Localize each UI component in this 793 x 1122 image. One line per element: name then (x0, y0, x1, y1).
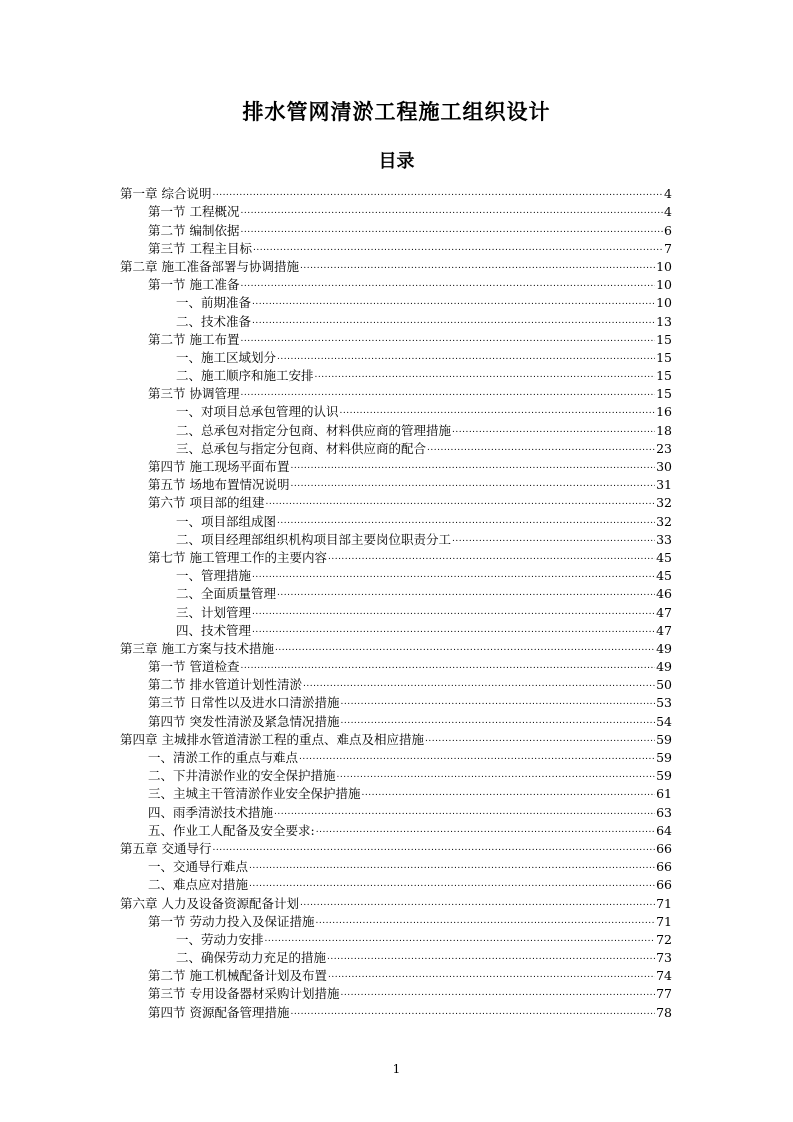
toc-entry-title: 一、清淤工作的重点与难点 (148, 750, 299, 765)
toc-dot-leader (340, 695, 655, 711)
toc-entry-page: 66 (656, 859, 672, 875)
toc-entry-page: 15 (656, 349, 672, 365)
toc-entry-title: 第三节 协调管理 (148, 386, 240, 402)
toc-entry-page: 72 (656, 931, 672, 947)
toc-dot-leader (328, 968, 655, 984)
toc-dot-leader (300, 896, 655, 912)
toc-entry[interactable] (120, 439, 672, 457)
toc-entry[interactable] (120, 639, 672, 657)
toc-entry-page: 59 (656, 750, 672, 765)
toc-entry-page: 15 (656, 386, 672, 402)
toc-dot-leader (327, 950, 655, 966)
toc-entry-page: 63 (656, 804, 672, 820)
toc-entry[interactable] (120, 239, 672, 257)
toc-entry-page: 32 (656, 513, 672, 529)
toc-entry-title: 一、劳动力安排 (176, 931, 264, 947)
toc-entry-title: 第一章 综合说明 (120, 186, 212, 202)
toc-entry-page: 64 (656, 822, 672, 838)
page-number: 1 (392, 1062, 401, 1076)
toc-entry-title: 第二节 排水管道计划性清淤 (148, 677, 302, 693)
toc-dot-leader (299, 750, 655, 766)
toc-entry-page: 53 (656, 695, 672, 711)
toc-entry-page: 7 (664, 240, 672, 256)
toc-entry-page: 66 (656, 840, 672, 856)
toc-entry[interactable] (120, 602, 672, 620)
toc-dot-leader (253, 241, 663, 257)
toc-entry-title: 第四节 施工现场平面布置 (148, 459, 290, 474)
toc-dot-leader (290, 459, 655, 475)
toc-entry-title: 第四节 突发性清淤及紧急情况措施 (148, 713, 340, 729)
toc-entry[interactable] (120, 457, 672, 475)
toc-entry[interactable] (120, 766, 672, 784)
toc-entry[interactable] (120, 784, 672, 802)
toc-entry[interactable] (120, 366, 672, 384)
toc-entry[interactable] (120, 420, 672, 438)
toc-dot-leader (240, 277, 655, 293)
toc-dot-leader (240, 332, 655, 348)
toc-entry[interactable] (120, 311, 672, 329)
toc-entry[interactable] (120, 330, 672, 348)
toc-dot-leader (277, 514, 655, 530)
toc-entry-page: 54 (656, 713, 672, 729)
toc-dot-leader (340, 714, 655, 730)
toc-entry-title: 第六节 项目部的组建 (148, 495, 265, 511)
toc-entry[interactable] (120, 1002, 672, 1020)
toc-entry[interactable] (120, 693, 672, 711)
toc-entry-page: 71 (656, 895, 672, 911)
toc-dot-leader (340, 404, 656, 420)
toc-entry-title: 二、施工顺序和施工安排 (176, 368, 314, 384)
toc-dot-leader (212, 186, 663, 202)
toc-dot-leader (452, 423, 655, 439)
toc-entry[interactable] (120, 530, 672, 548)
toc-entry-page: 6 (664, 222, 672, 238)
toc-entry[interactable] (120, 511, 672, 529)
toc-entry[interactable] (120, 493, 672, 511)
toc-entry[interactable] (120, 821, 672, 839)
toc-dot-leader (265, 495, 655, 511)
toc-entry-page: 15 (656, 331, 672, 347)
toc-entry-title: 四、雨季清淤技术措施 (148, 804, 274, 820)
toc-dot-leader (252, 314, 655, 330)
toc-entry-title: 一、对项目总承包管理的认识 (176, 404, 339, 420)
toc-entry-title: 一、前期准备 (176, 295, 252, 311)
toc-entry[interactable] (120, 293, 672, 311)
toc-dot-leader (328, 550, 655, 566)
toc-dot-leader (452, 532, 655, 548)
toc-entry-page: 46 (656, 586, 672, 602)
toc-entry-page: 18 (656, 422, 672, 438)
toc-dot-leader (316, 823, 655, 839)
toc-entry-title: 第三节 日常性以及进水口清淤措施 (148, 695, 340, 711)
toc-entry[interactable] (120, 730, 672, 748)
toc-entry-title: 二、全面质量管理 (176, 586, 277, 602)
toc-entry-page: 49 (656, 640, 672, 656)
toc-entry-title: 三、计划管理 (176, 604, 252, 620)
toc-entry[interactable] (120, 184, 672, 202)
toc-entry-title: 第一节 劳动力投入及保证措施 (148, 913, 315, 929)
toc-entry-page: 10 (656, 277, 672, 293)
toc-entry-page: 71 (656, 913, 672, 929)
toc-entry-page: 31 (656, 477, 672, 493)
toc-entry-title: 第一节 工程概况 (148, 204, 240, 220)
toc-entry[interactable] (120, 948, 672, 966)
toc-entry[interactable] (120, 711, 672, 729)
toc-entry-title: 四、技术管理 (176, 622, 252, 638)
toc-entry-title: 二、确保劳动力充足的措施 (176, 950, 327, 966)
toc-entry[interactable] (120, 621, 672, 639)
toc-entry-title: 一、施工区域划分 (176, 349, 277, 365)
toc-dot-leader (303, 677, 655, 693)
toc-entry-page: 16 (656, 404, 672, 420)
toc-entry-title: 第三节 专用设备器材采购计划措施 (148, 986, 340, 1002)
toc-entry-title: 第六章 人力及设备资源配备计划 (120, 895, 299, 911)
toc-entry-page: 73 (656, 950, 672, 966)
toc-entry[interactable] (120, 857, 672, 875)
toc-dot-leader (252, 605, 655, 621)
toc-entry-page: 59 (656, 731, 672, 747)
toc-entry-title: 第五章 交通导行 (120, 840, 212, 856)
toc-entry-page: 47 (656, 604, 672, 620)
toc-entry-title: 第二节 编制依据 (148, 222, 240, 238)
toc-dot-leader (275, 641, 655, 657)
toc-entry-page: 23 (656, 440, 672, 456)
toc-entry-title: 一、项目部组成图 (176, 513, 277, 529)
toc-entry-page: 61 (656, 786, 672, 802)
toc-heading: 目录 (378, 151, 415, 172)
toc-entry-page: 74 (656, 968, 672, 984)
toc-entry-page: 59 (656, 768, 672, 784)
toc-entry[interactable] (120, 475, 672, 493)
toc-entry-page: 4 (664, 204, 672, 220)
toc-entry[interactable] (120, 202, 672, 220)
toc-entry[interactable] (120, 930, 672, 948)
toc-entry[interactable] (120, 675, 672, 693)
toc-dot-leader (290, 477, 655, 493)
toc-dot-leader (274, 805, 655, 821)
toc-dot-leader (265, 932, 656, 948)
toc-entry[interactable] (120, 966, 672, 984)
toc-dot-leader (337, 768, 656, 784)
toc-entry[interactable] (120, 402, 672, 420)
toc-dot-leader (240, 386, 655, 402)
toc-entry[interactable] (120, 802, 672, 820)
toc-entry-page: 33 (656, 531, 672, 547)
toc-entry-title: 二、技术准备 (176, 313, 252, 329)
toc-entry-page: 32 (656, 495, 672, 511)
toc-entry[interactable] (120, 984, 672, 1002)
toc-entry[interactable] (120, 912, 672, 930)
toc-entry-page: 30 (656, 459, 672, 474)
toc-entry-page: 49 (656, 659, 672, 675)
toc-entry-title: 第二节 施工机械配备计划及布置 (148, 968, 327, 984)
toc-dot-leader (362, 786, 656, 802)
toc-entry-page: 47 (656, 622, 672, 638)
toc-entry-title: 二、总承包对指定分包商、材料供应商的管理措施 (176, 422, 452, 438)
toc-dot-leader (240, 223, 663, 239)
toc-dot-leader (315, 914, 655, 930)
toc-entry[interactable] (120, 548, 672, 566)
toc-dot-leader (300, 259, 655, 275)
toc-entry[interactable] (120, 893, 672, 911)
toc-entry[interactable] (120, 257, 672, 275)
toc-entry[interactable] (120, 384, 672, 402)
toc-entry-title: 第五节 场地布置情况说明 (148, 477, 290, 493)
toc-dot-leader (277, 586, 655, 602)
toc-entry[interactable] (120, 657, 672, 675)
toc-entry[interactable] (120, 348, 672, 366)
toc-entry-title: 一、交通导行难点 (148, 859, 249, 875)
document-title: 排水管网清淤工程施工组织设计 (242, 100, 551, 124)
toc-entry-page: 45 (656, 549, 672, 565)
toc-entry-page: 45 (656, 568, 672, 584)
toc-entry-title: 二、下井清淤作业的安全保护措施 (148, 768, 336, 784)
toc-entry-title: 一、管理措施 (176, 568, 252, 584)
toc-dot-leader (249, 877, 655, 893)
toc-entry-page: 15 (656, 368, 672, 384)
toc-entry-title: 第四章 主城排水管道清淤工程的重点、难点及相应措施 (120, 731, 424, 747)
toc-entry[interactable] (120, 584, 672, 602)
toc-entry[interactable] (120, 275, 672, 293)
toc-dot-leader (240, 659, 655, 675)
toc-entry[interactable] (120, 220, 672, 238)
toc-entry[interactable] (120, 839, 672, 857)
toc-entry-page: 10 (656, 258, 672, 274)
toc-entry-title: 第二章 施工准备部署与协调措施 (120, 258, 299, 274)
toc-entry-page: 13 (656, 313, 672, 329)
toc-entry[interactable] (120, 566, 672, 584)
toc-dot-leader (240, 204, 663, 220)
toc-entry-title: 第三节 工程主目标 (148, 240, 252, 256)
toc-entry-page: 50 (656, 677, 672, 693)
toc-entry-title: 二、项目经理部组织机构项目部主要岗位职责分工 (176, 531, 452, 547)
toc-entry-title: 二、难点应对措施 (148, 877, 249, 893)
toc-entry-title: 三、主城主干管清淤作业安全保护措施 (148, 786, 361, 802)
toc-entry-page: 77 (656, 986, 672, 1002)
toc-entry[interactable] (120, 875, 672, 893)
toc-dot-leader (212, 841, 655, 857)
toc-entry-title: 第一节 施工准备 (148, 277, 240, 293)
toc-dot-leader (277, 350, 655, 366)
toc-entry[interactable] (120, 748, 672, 766)
toc-entry-page: 66 (656, 877, 672, 893)
toc-dot-leader (290, 1005, 655, 1021)
toc-entry-title: 第三章 施工方案与技术措施 (120, 640, 274, 656)
toc-dot-leader (425, 732, 655, 748)
toc-entry-title: 第二节 施工布置 (148, 331, 240, 347)
toc-entry-title: 五、作业工人配备及安全要求: (148, 822, 315, 838)
toc-entry-page: 10 (656, 295, 672, 311)
toc-entry-title: 第一节 管道检查 (148, 659, 240, 675)
table-of-contents (120, 184, 672, 1021)
toc-entry-page: 4 (664, 186, 672, 202)
toc-entry-title: 第七节 施工管理工作的主要内容 (148, 549, 327, 565)
toc-dot-leader (252, 568, 655, 584)
toc-dot-leader (252, 295, 655, 311)
toc-entry-title: 第四节 资源配备管理措施 (148, 1004, 290, 1020)
toc-entry-page: 78 (656, 1004, 672, 1020)
toc-dot-leader (249, 859, 655, 875)
toc-entry-title: 三、总承包与指定分包商、材料供应商的配合 (176, 440, 427, 456)
toc-dot-leader (427, 441, 655, 457)
toc-dot-leader (340, 986, 655, 1002)
toc-dot-leader (252, 623, 655, 639)
toc-dot-leader (315, 368, 656, 384)
